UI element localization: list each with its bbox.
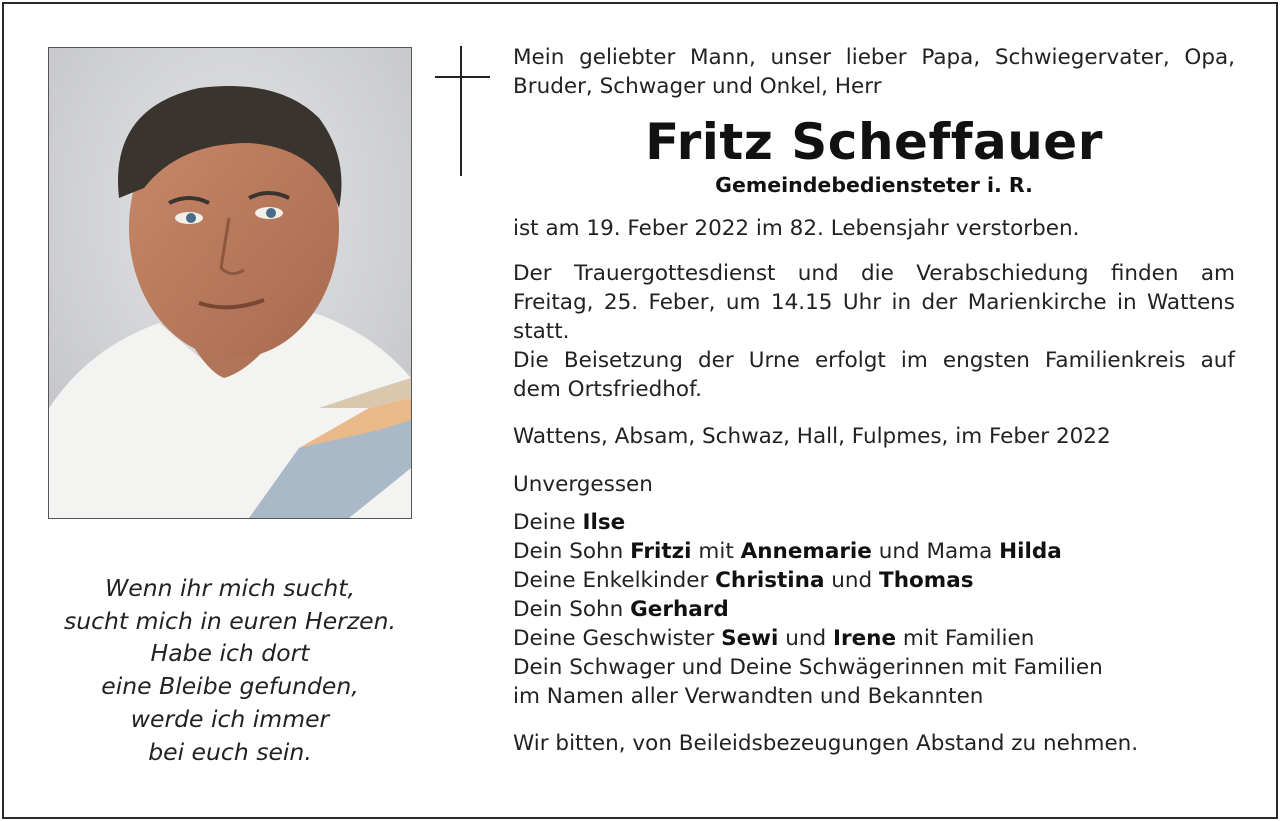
intro-line: Mein geliebter Mann, unser lieber Papa, Schwiegervater, Opa, — [513, 45, 1235, 70]
unvergessen-label: Unvergessen — [513, 472, 653, 498]
family-line-inlaws: Dein Schwager und Deine Schwägerinnen mit Familien — [513, 654, 1103, 680]
poem-line: Habe ich dort — [150, 639, 310, 668]
closing-request: Wir bitten, von Beileidsbezeugungen Abstand zu nehmen. — [513, 730, 1139, 756]
family-line-siblings: Deine Geschwister Sewi und Irene mit Familien — [513, 625, 1035, 651]
service-line: Der Trauergottesdienst und die Verabschiedung finden am — [513, 261, 1235, 287]
family-line-son2: Dein Sohn Gerhard — [513, 596, 729, 622]
poem-line: bei euch sein. — [148, 737, 312, 766]
service-line: statt. — [513, 318, 570, 344]
service-line: dem Ortsfriedhof. — [513, 376, 702, 402]
obituary-card — [2, 2, 1278, 819]
cross-icon-vertical — [460, 46, 462, 176]
death-notice: ist am 19. Feber 2022 im 82. Lebensjahr verstorben. — [513, 215, 1080, 241]
portrait-illustration — [49, 48, 411, 518]
service-line: Freitag, 25. Feber, um 14.15 Uhr in der Marienkirche in Wattens — [513, 290, 1235, 316]
intro-line: Bruder, Schwager und Onkel, Herr — [513, 73, 882, 99]
places-date: Wattens, Absam, Schwaz, Hall, Fulpmes, im Feber 2022 — [513, 424, 1111, 450]
cross-icon-horizontal — [435, 76, 490, 78]
family-list — [513, 508, 1235, 711]
service-line: Die Beisetzung der Urne erfolgt im engsten Familienkreis auf — [513, 347, 1235, 373]
deceased-title: Gemeindebediensteter i. R. — [715, 172, 1033, 197]
family-line-grandchildren: Deine Enkelkinder Christina und Thomas — [513, 567, 974, 593]
poem-line: sucht mich in euren Herzen. — [63, 606, 397, 635]
family-line-son1: Dein Sohn Fritzi mit Annemarie und Mama Hilda — [513, 538, 1062, 564]
poem-line: Wenn ihr mich sucht, — [105, 574, 355, 602]
poem-line: eine Bleibe gefunden, — [101, 672, 359, 701]
poem-line: werde ich immer — [130, 704, 330, 733]
obituary-text — [513, 44, 1235, 759]
deceased-name: Fritz Scheffauer — [645, 112, 1103, 171]
family-line-relatives: im Namen aller Verwandten und Bekannten — [513, 683, 984, 709]
family-line-wife: Deine Ilse — [513, 509, 626, 535]
portrait-photo — [48, 47, 412, 519]
memorial-poem — [38, 572, 422, 768]
